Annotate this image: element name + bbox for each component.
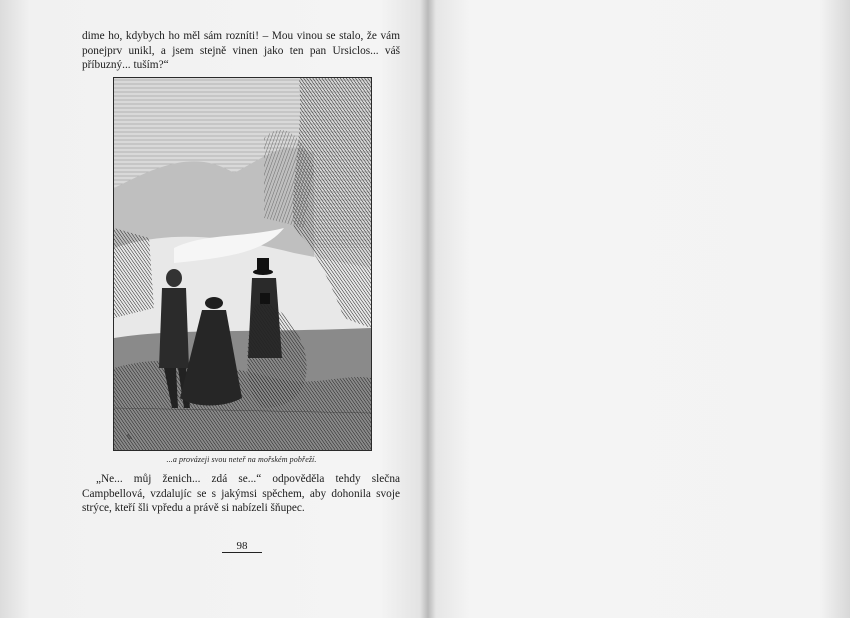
engraving-illustration [113, 77, 372, 451]
left-page-bottom-text [82, 472, 400, 516]
paragraph: dime ho, kdybych ho měl sám rozníti! – Mou vinou se stalo, že vám ponejprv unikl, a jsem stejně vinen jako ten pan Ursiclos... váš příbuzný... tuším?“ [82, 30, 400, 72]
illustration-caption: ...a provázeji svou neteř na mořském pobřeží. [166, 455, 317, 464]
page-number-rule [222, 552, 262, 553]
left-page-top-text [82, 29, 400, 73]
paragraph: „Ne... můj ženich... zdá se...“ odpověděla tehdy slečna Campbellová, vzdalujíc se s jakýmsi spěchem, aby dohonila svoje strýce, kteří šli vpředu a právě si nabízeli šňupec. [82, 473, 400, 515]
page-number-label: 98 [236, 540, 248, 552]
right-page [425, 0, 850, 618]
svg-text:✎: ✎ [126, 433, 133, 442]
page-number-left [222, 540, 262, 555]
